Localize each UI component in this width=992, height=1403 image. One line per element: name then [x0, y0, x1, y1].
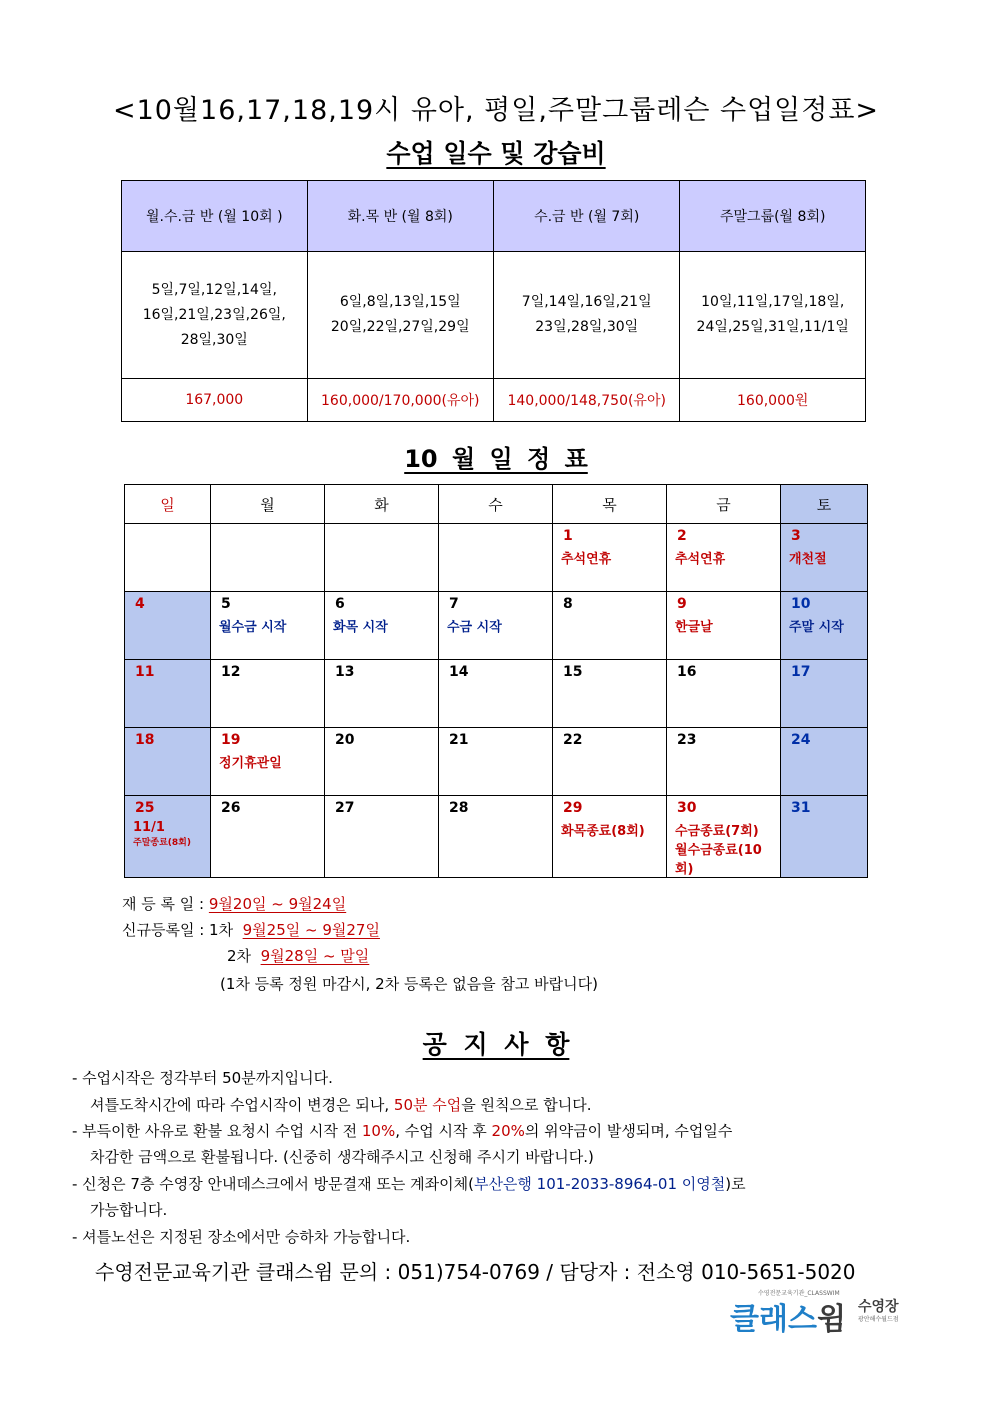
calendar-day	[667, 796, 781, 878]
re-registration: 재 등 록 일 : 9월20일 ~ 9월24일	[122, 895, 347, 913]
contact-footer: 수영전문교육기관 클래스윔 문의 : 051)754-0769 / 담당자 : 전소영 010-5651-5020	[95, 1260, 856, 1284]
day-number: 1	[563, 528, 573, 544]
day-number: 25	[135, 800, 155, 816]
calendar-day	[667, 728, 781, 796]
day-event: 개천절	[789, 552, 827, 567]
day-number: 15	[563, 664, 583, 680]
notice-title: 공 지 사 항	[422, 1030, 570, 1059]
day-number: 6	[335, 596, 345, 612]
class-days: 6일,8일,13일,15일 20일,22일,27일,29일	[307, 252, 493, 379]
new-registration-second: 2차 9월28일 ~ 말일	[227, 947, 370, 965]
day-number: 27	[335, 800, 355, 816]
calendar-day	[325, 728, 439, 796]
classwim-logo: 수영전문교육기관_CLASSWIM 클래스 윔 수영장 광안해수월드점	[730, 1290, 899, 1337]
weekday-header: 수	[439, 485, 553, 524]
weekday-header: 목	[553, 485, 667, 524]
calendar-day	[439, 524, 553, 592]
notice-line: 가능합니다.	[90, 1201, 168, 1219]
weekday-row	[125, 485, 868, 524]
calendar-week	[125, 728, 868, 796]
calendar-day	[125, 524, 211, 592]
day-number: 31	[791, 800, 811, 816]
calendar-day	[439, 660, 553, 728]
day-event: 화목종료(8회)	[561, 824, 645, 839]
calendar-day	[781, 728, 868, 796]
day-event: 주말종료(8회)	[133, 838, 191, 848]
notice-line: - 셔틀노선은 지정된 장소에서만 승하차 가능합니다.	[72, 1228, 411, 1246]
day-event: 월수금종료(10회)	[675, 843, 762, 877]
calendar-day	[667, 592, 781, 660]
weekday-header: 금	[667, 485, 781, 524]
day-number: 14	[449, 664, 469, 680]
new-registration-first: 신규등록일 : 1차 9월25일 ~ 9월27일	[122, 921, 380, 939]
calendar-day	[325, 660, 439, 728]
day-event: 한글날	[675, 620, 713, 635]
day-number: 3	[791, 528, 801, 544]
day-number: 13	[335, 664, 355, 680]
day-event: 추석연휴	[675, 552, 726, 567]
weekday-header: 일	[125, 485, 211, 524]
notice-line: 셔틀도착시간에 따라 수업시작이 변경은 되나, 50분 수업을 원칙으로 합니다.	[90, 1096, 592, 1114]
day-number: 11	[135, 664, 155, 680]
calendar-day	[553, 592, 667, 660]
day-number: 26	[221, 800, 241, 816]
day-number: 21	[449, 732, 469, 748]
day-number: 4	[135, 596, 145, 612]
calendar-week	[125, 524, 868, 592]
fee-header: 수.금 반 (월 7회)	[493, 181, 679, 252]
calendar-day	[211, 660, 325, 728]
notice-line: - 부득이한 사유로 환불 요청시 수업 시작 전 10%, 수업 시작 후 20%의 위약금이 발생되며, 수업일수	[72, 1122, 733, 1140]
class-days: 7일,14일,16일,21일 23일,28일,30일	[493, 252, 679, 379]
notice-line: 차감한 금액으로 환불됩니다. (신중히 생각해주시고 신청해 주시기 바랍니다.)	[90, 1148, 594, 1166]
day-number: 28	[449, 800, 469, 816]
fee-header-row	[122, 181, 866, 252]
day-event: 주말 시작	[789, 620, 844, 635]
class-days: 10일,11일,17일,18일, 24일,25일,31일,11/1일	[680, 252, 866, 379]
calendar-day	[325, 796, 439, 878]
weekday-header: 화	[325, 485, 439, 524]
fee-price-row	[122, 379, 866, 422]
day-number: 8	[563, 596, 573, 612]
price: 167,000	[122, 379, 308, 422]
calendar-day	[781, 592, 868, 660]
day-number: 29	[563, 800, 583, 816]
calendar-day	[211, 728, 325, 796]
calendar-day	[553, 524, 667, 592]
fee-days-row	[122, 252, 866, 379]
weekday-header: 월	[211, 485, 325, 524]
day-number: 20	[335, 732, 355, 748]
day-event: 정기휴관일	[219, 756, 282, 771]
weekday-header: 토	[781, 485, 868, 524]
calendar-day	[553, 660, 667, 728]
calendar-day	[125, 796, 211, 878]
calendar-day	[325, 592, 439, 660]
calendar-day	[125, 728, 211, 796]
day-number: 23	[677, 732, 697, 748]
fee-table	[121, 180, 866, 422]
fee-header: 주말그룹(월 8회)	[680, 181, 866, 252]
notice-line: - 신청은 7층 수영장 안내데스크에서 방문결재 또는 계좌이체(부산은행 101-2033-8964-01 이영철)로	[72, 1175, 746, 1193]
fee-section-title: 수업 일수 및 강습비	[386, 139, 606, 168]
day-number: 2	[677, 528, 687, 544]
calendar-day	[553, 728, 667, 796]
calendar-day	[439, 592, 553, 660]
day-event: 월수금 시작	[219, 620, 287, 635]
calendar-day	[667, 524, 781, 592]
day-number: 5	[221, 596, 231, 612]
day-number: 12	[221, 664, 241, 680]
notice-line: - 수업시작은 정각부터 50분까지입니다.	[72, 1069, 333, 1087]
calendar-day	[439, 796, 553, 878]
calendar-title: 10 월 일 정 표	[404, 445, 588, 473]
calendar-day	[667, 660, 781, 728]
day-number: 22	[563, 732, 583, 748]
day-number: 24	[791, 732, 811, 748]
calendar-day	[781, 660, 868, 728]
day-event: 추석연휴	[561, 552, 612, 567]
calendar-table	[124, 484, 868, 878]
day-number: 9	[677, 596, 687, 612]
calendar-day	[781, 796, 868, 878]
day-number: 17	[791, 664, 811, 680]
calendar-week	[125, 592, 868, 660]
calendar-day	[125, 592, 211, 660]
calendar-day	[211, 796, 325, 878]
calendar-day	[553, 796, 667, 878]
day-number: 19	[221, 732, 241, 748]
calendar-day	[211, 592, 325, 660]
calendar-day	[211, 524, 325, 592]
calendar-week	[125, 660, 868, 728]
calendar-day	[325, 524, 439, 592]
day-event: 11/1	[133, 820, 165, 835]
price: 140,000/148,750(유아)	[493, 379, 679, 422]
calendar-day	[439, 728, 553, 796]
day-number: 10	[791, 596, 811, 612]
day-event: 수금 시작	[447, 620, 502, 635]
day-event: 수금종료(7회)	[675, 824, 759, 839]
day-number: 7	[449, 596, 459, 612]
class-days: 5일,7일,12일,14일, 16일,21일,23일,26일, 28일,30일	[122, 252, 308, 379]
registration-note: (1차 등록 정원 마감시, 2차 등록은 없음을 참고 바랍니다)	[220, 975, 598, 993]
fee-header: 월.수.금 반 (월 10회 )	[122, 181, 308, 252]
day-event: 화목 시작	[333, 620, 388, 635]
day-number: 30	[677, 800, 697, 816]
day-number: 16	[677, 664, 697, 680]
price: 160,000/170,000(유아)	[307, 379, 493, 422]
day-number: 18	[135, 732, 155, 748]
calendar-day	[125, 660, 211, 728]
fee-header: 화.목 반 (월 8회)	[307, 181, 493, 252]
price: 160,000원	[680, 379, 866, 422]
calendar-week	[125, 796, 868, 878]
calendar-day	[781, 524, 868, 592]
page-title: <10월16,17,18,19시 유아, 평일,주말그룹레슨 수업일정표>	[112, 95, 880, 126]
